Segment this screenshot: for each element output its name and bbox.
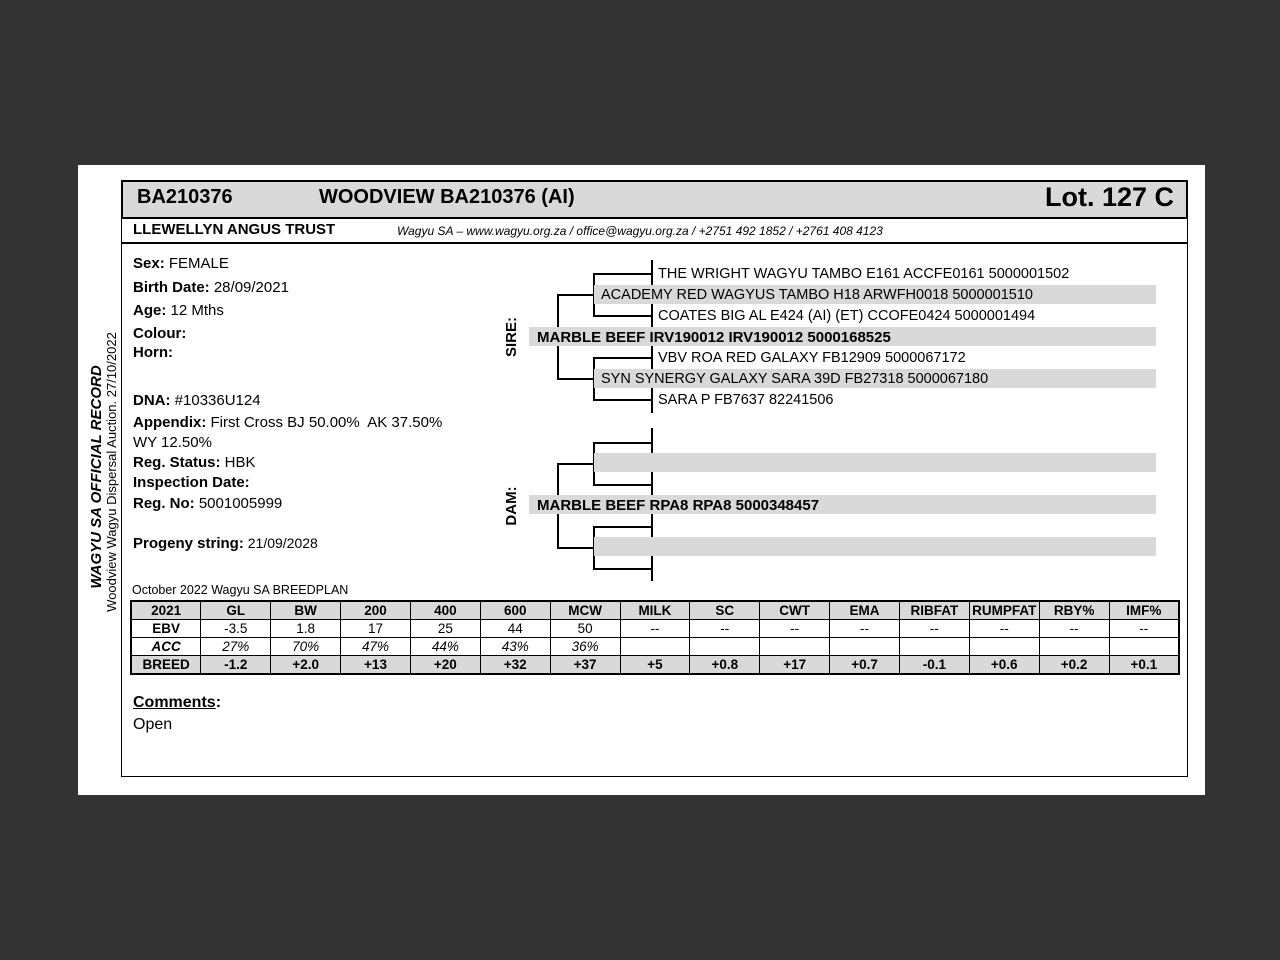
detail-value: HBK xyxy=(220,454,256,471)
breedplan-col-header: 600 xyxy=(480,601,550,620)
pedigree-connector-line xyxy=(557,378,595,380)
sire-label: SIRE: xyxy=(503,317,520,358)
breedplan-cell: 44% xyxy=(410,638,480,656)
detail-label: Reg. No: xyxy=(133,495,195,512)
detail-colour xyxy=(133,324,186,344)
header-band xyxy=(121,180,1188,219)
breedplan-col-header: 2021 xyxy=(131,601,201,620)
detail-label: Inspection Date: xyxy=(133,474,250,491)
sidebar-auction-text: Woodview Wagyu Dispersal Auction. 27/10/2022 xyxy=(104,332,119,612)
pedigree-sire-row-7: SARA P FB7637 82241506 xyxy=(658,392,834,408)
detail-appendix-cont xyxy=(133,433,212,453)
main-content-box xyxy=(121,243,1188,777)
breedplan-header-row xyxy=(131,601,1179,620)
breedplan-cell: -- xyxy=(899,620,969,638)
breedplan-cell xyxy=(899,638,969,656)
breedplan-ebv-row xyxy=(131,620,1179,638)
pedigree-connector-line xyxy=(557,463,595,465)
breedplan-cell: -- xyxy=(760,620,830,638)
breeder-band xyxy=(121,219,1188,243)
detail-value: WY 12.50% xyxy=(133,434,212,451)
sidebar-official-record-text: WAGYU SA OFFICIAL RECORD xyxy=(88,365,105,589)
breedplan-cell: +2.0 xyxy=(271,656,341,675)
pedigree-sire-row-3: COATES BIG AL E424 (AI) (ET) CCOFE0424 5000001494 xyxy=(658,308,1036,324)
comments-heading xyxy=(133,694,221,712)
breedplan-col-header: BW xyxy=(271,601,341,620)
pedigree-connector-line xyxy=(593,315,651,317)
breedplan-cell: 70% xyxy=(271,638,341,656)
pedigree-sire-row-2: ACADEMY RED WAGYUS TAMBO H18 ARWFH0018 5000001510 xyxy=(601,287,1033,303)
breedplan-caption: October 2022 Wagyu SA BREEDPLAN xyxy=(132,583,349,597)
registration-id: BA210376 xyxy=(137,186,233,208)
breedplan-cell: +20 xyxy=(410,656,480,675)
detail-label: Birth Date: xyxy=(133,279,210,296)
breedplan-cell: -3.5 xyxy=(201,620,271,638)
pedigree-connector-line xyxy=(593,357,651,359)
wagyu-sa-contact-line: Wagyu SA – www.wagyu.org.za / office@wagyu.org.za / +2751 492 1852 / +2761 408 4123 xyxy=(397,224,883,238)
breedplan-cell: +37 xyxy=(550,656,620,675)
breedplan-col-header: RUMPFAT xyxy=(969,601,1039,620)
pedigree-connector-line xyxy=(557,294,595,296)
breedplan-row-label: EBV xyxy=(131,620,201,638)
breedplan-col-header: IMF% xyxy=(1109,601,1179,620)
breedplan-cell: -- xyxy=(830,620,900,638)
breedplan-row-label: BREED xyxy=(131,656,201,675)
breedplan-cell: +13 xyxy=(341,656,411,675)
detail-reg-no xyxy=(133,494,282,514)
breedplan-col-header: 200 xyxy=(341,601,411,620)
detail-sex xyxy=(133,254,229,274)
breedplan-cell: +32 xyxy=(480,656,550,675)
breedplan-col-header: MILK xyxy=(620,601,690,620)
detail-value: 5001005999 xyxy=(194,495,283,512)
pedigree-connector-line xyxy=(593,568,651,570)
breedplan-cell: 27% xyxy=(201,638,271,656)
breedplan-cell: +0.8 xyxy=(690,656,760,675)
pedigree-bar xyxy=(594,453,1156,472)
animal-name: WOODVIEW BA210376 (AI) xyxy=(319,186,575,208)
breedplan-cell: 43% xyxy=(480,638,550,656)
breedplan-cell: -- xyxy=(1039,620,1109,638)
detail-label: Colour: xyxy=(133,325,187,342)
pedigree-connector-line xyxy=(593,273,651,275)
breedplan-cell: +17 xyxy=(760,656,830,675)
breedplan-cell xyxy=(690,638,760,656)
detail-inspection-date xyxy=(133,473,250,493)
pedigree-sire-row-1: THE WRIGHT WAGYU TAMBO E161 ACCFE0161 5000001502 xyxy=(658,266,1070,282)
breedplan-cell: 1.8 xyxy=(271,620,341,638)
dam-label: DAM: xyxy=(503,486,520,526)
breedplan-cell: +0.6 xyxy=(969,656,1039,675)
detail-appendix xyxy=(133,413,442,433)
breedplan-col-header: EMA xyxy=(830,601,900,620)
pedigree-connector-line xyxy=(593,526,651,528)
breedplan-cell: +0.2 xyxy=(1039,656,1109,675)
detail-value: FEMALE xyxy=(164,255,229,272)
breedplan-col-header: GL xyxy=(201,601,271,620)
breedplan-col-header: 400 xyxy=(410,601,480,620)
detail-value: First Cross BJ 50.00% AK 37.50% xyxy=(206,414,443,431)
breedplan-cell: +0.7 xyxy=(830,656,900,675)
breedplan-row-label: ACC xyxy=(131,638,201,656)
breedplan-cell: 36% xyxy=(550,638,620,656)
detail-label: Horn: xyxy=(133,344,173,361)
breedplan-col-header: MCW xyxy=(550,601,620,620)
breedplan-breed-row xyxy=(131,656,1179,675)
pedigree-connector-line xyxy=(593,442,651,444)
breedplan-cell: -1.2 xyxy=(201,656,271,675)
breedplan-col-header: SC xyxy=(690,601,760,620)
detail-label: Age: xyxy=(133,302,167,319)
breedplan-col-header: RBY% xyxy=(1039,601,1109,620)
detail-age xyxy=(133,301,224,321)
detail-value: 21/09/2028 xyxy=(243,535,318,551)
breedplan-col-header: RIBFAT xyxy=(899,601,969,620)
pedigree-dam-main: MARBLE BEEF RPA8 RPA8 5000348457 xyxy=(537,497,820,514)
breedplan-cell xyxy=(1109,638,1179,656)
pedigree-sire-main: MARBLE BEEF IRV190012 IRV190012 5000168525 xyxy=(537,329,891,346)
breedplan-cell: -- xyxy=(1109,620,1179,638)
breedplan-cell: 25 xyxy=(410,620,480,638)
comments-heading-text: Comments xyxy=(133,694,216,711)
breedplan-cell: 17 xyxy=(341,620,411,638)
pedigree-connector-line xyxy=(593,399,651,401)
breeder-name: LLEWELLYN ANGUS TRUST xyxy=(133,221,336,238)
detail-label: Reg. Status: xyxy=(133,454,221,471)
breedplan-cell xyxy=(969,638,1039,656)
detail-value: #10336U124 xyxy=(170,392,261,409)
comments-colon: : xyxy=(215,694,222,711)
breedplan-cell: -0.1 xyxy=(899,656,969,675)
breedplan-cell: -- xyxy=(969,620,1039,638)
breedplan-cell: 47% xyxy=(341,638,411,656)
breedplan-cell: 44 xyxy=(480,620,550,638)
breedplan-cell xyxy=(830,638,900,656)
breedplan-cell xyxy=(1039,638,1109,656)
breedplan-cell: -- xyxy=(620,620,690,638)
comments-value: Open xyxy=(133,716,173,733)
pedigree-connector-line xyxy=(557,547,595,549)
detail-birth-date xyxy=(133,278,289,298)
detail-value: 12 Mths xyxy=(166,302,224,319)
lot-number: Lot. 127 C xyxy=(1044,182,1174,212)
detail-value: 28/09/2021 xyxy=(209,279,289,296)
breedplan-cell xyxy=(620,638,690,656)
document-page xyxy=(78,165,1205,795)
detail-progeny-string xyxy=(133,533,318,554)
pedigree-sire-row-6: SYN SYNERGY GALAXY SARA 39D FB27318 5000067180 xyxy=(601,371,989,387)
breedplan-table xyxy=(130,600,1180,675)
detail-label: Appendix: xyxy=(133,414,207,431)
breedplan-acc-row xyxy=(131,638,1179,656)
breedplan-cell: -- xyxy=(690,620,760,638)
breedplan-cell: +5 xyxy=(620,656,690,675)
detail-label: Progeny string: xyxy=(133,535,244,552)
pedigree-bar xyxy=(594,537,1156,556)
detail-dna xyxy=(133,391,261,411)
detail-label: DNA: xyxy=(133,392,171,409)
breedplan-cell: +0.1 xyxy=(1109,656,1179,675)
breedplan-cell xyxy=(760,638,830,656)
detail-label: Sex: xyxy=(133,255,165,272)
detail-reg-status xyxy=(133,453,256,473)
pedigree-connector-line xyxy=(593,484,651,486)
detail-horn xyxy=(133,343,173,363)
breedplan-col-header: CWT xyxy=(760,601,830,620)
breedplan-cell: 50 xyxy=(550,620,620,638)
pedigree-sire-row-5: VBV ROA RED GALAXY FB12909 5000067172 xyxy=(658,350,966,366)
